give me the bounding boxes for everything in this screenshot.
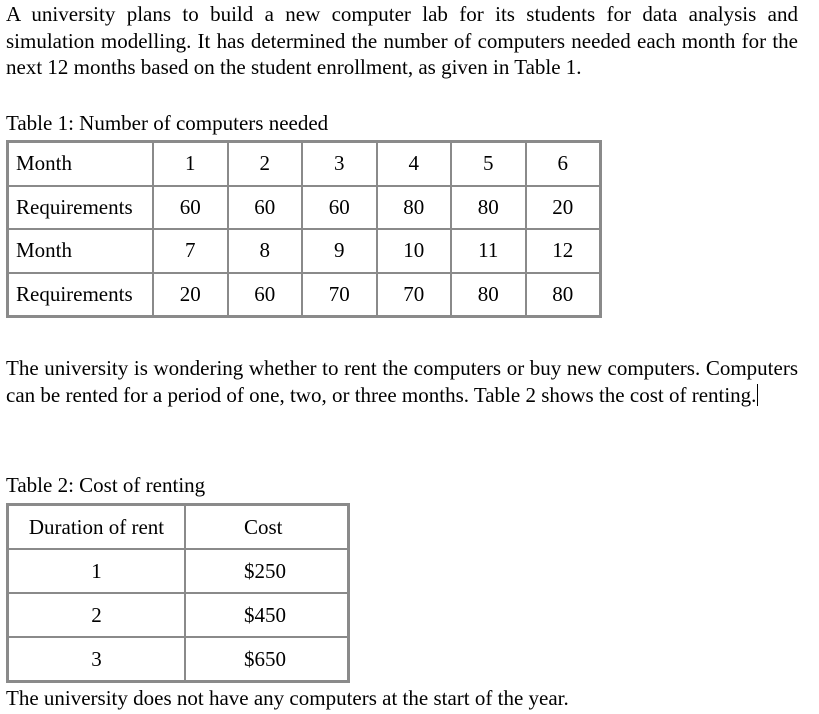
table-cell: 3 (302, 142, 377, 186)
table-cell: $450 (185, 593, 348, 637)
table-row (8, 273, 600, 317)
table-row (8, 549, 348, 593)
table-cell: 60 (302, 186, 377, 230)
table-cell: 10 (377, 229, 452, 273)
table-cell: 9 (302, 229, 377, 273)
table-cell: 20 (153, 273, 228, 317)
table-cell: 60 (228, 186, 303, 230)
row-label: Requirements (8, 186, 153, 230)
table-row (8, 593, 348, 637)
table-header-row (8, 505, 348, 549)
table-cell: 8 (228, 229, 303, 273)
table-row (8, 142, 600, 186)
table-cell: 5 (451, 142, 526, 186)
table-cell: 11 (451, 229, 526, 273)
computers-needed-table (6, 140, 602, 318)
column-header: Duration of rent (8, 505, 185, 549)
table-cell: 4 (377, 142, 452, 186)
table-cell: 3 (8, 637, 185, 681)
table-row (8, 637, 348, 681)
table-cell: 60 (228, 273, 303, 317)
table-cell: 70 (302, 273, 377, 317)
table1-caption: Table 1: Number of computers needed (6, 111, 329, 135)
rent-paragraph-text: The university is wondering whether to rent the computers or buy new computers. Computers can be rented for a period of one, two, or three months. Table 2 shows the cost of renting. (6, 356, 798, 407)
table-cell: 80 (451, 186, 526, 230)
table-cell: 2 (8, 593, 185, 637)
table-cell: 1 (153, 142, 228, 186)
table-cell: 12 (526, 229, 601, 273)
table-cell: $250 (185, 549, 348, 593)
table2-caption: Table 2: Cost of renting (6, 473, 206, 497)
table-cell: 20 (526, 186, 601, 230)
rent-paragraph[interactable] (6, 355, 798, 408)
table-row (8, 229, 600, 273)
column-header: Cost (185, 505, 348, 549)
table-cell: 80 (451, 273, 526, 317)
row-label: Month (8, 142, 153, 186)
cost-of-renting-table (6, 503, 350, 683)
table-row (8, 186, 600, 230)
table-cell: 70 (377, 273, 452, 317)
intro-paragraph: A university plans to build a new computer lab for its students for data analysis and simulation modelling. It has determined the number of computers needed each month for the next 12 months based on the student enrollment, as given in Table 1. (6, 2, 798, 79)
table-cell: 80 (377, 186, 452, 230)
table-cell: 7 (153, 229, 228, 273)
row-label: Requirements (8, 273, 153, 317)
text-cursor (757, 384, 758, 406)
table-cell: $650 (185, 637, 348, 681)
closing-paragraph: The university does not have any computers at the start of the year. (6, 686, 569, 710)
table-cell: 1 (8, 549, 185, 593)
table-cell: 80 (526, 273, 601, 317)
table-cell: 60 (153, 186, 228, 230)
row-label: Month (8, 229, 153, 273)
table-cell: 6 (526, 142, 601, 186)
table-cell: 2 (228, 142, 303, 186)
